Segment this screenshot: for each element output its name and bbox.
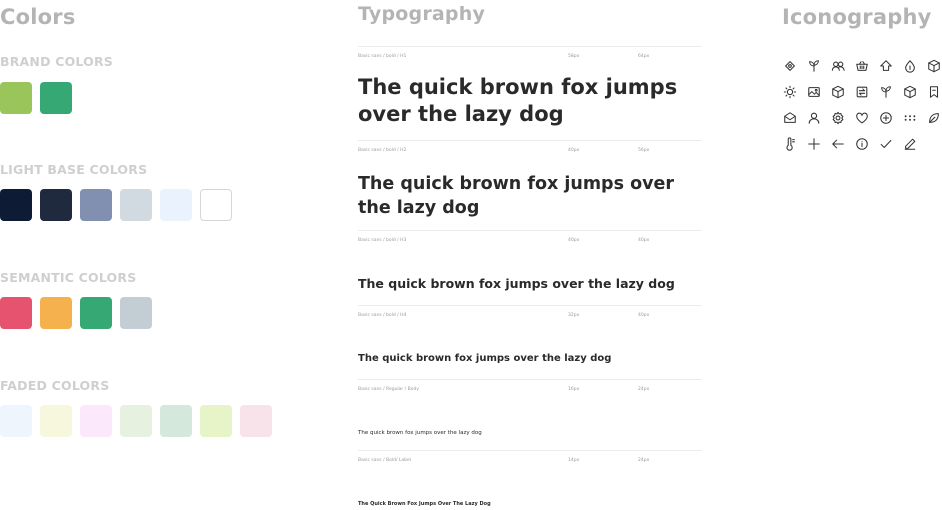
color-swatch bbox=[0, 297, 32, 329]
type-style-body bbox=[358, 379, 702, 436]
info-icon bbox=[854, 136, 870, 152]
style-name: Basic sans / bold / H2 bbox=[358, 148, 407, 153]
style-line-height: 64px bbox=[638, 54, 650, 59]
type-meta bbox=[358, 230, 702, 248]
type-sample-h1: The quick brown fox jumps over the lazy dog bbox=[358, 75, 678, 126]
light-base-colors-label: LIGHT BASE COLORS bbox=[0, 162, 148, 177]
plus-circle-icon bbox=[878, 110, 894, 126]
style-name: Basic sans / bold / H3 bbox=[358, 238, 407, 243]
type-style-h1 bbox=[358, 46, 702, 126]
box-icon bbox=[926, 58, 942, 74]
faded-swatches bbox=[0, 405, 272, 437]
style-line-height: 24px bbox=[638, 387, 650, 392]
type-style-label bbox=[358, 450, 702, 507]
color-swatch bbox=[0, 82, 32, 114]
colors-title: Colors bbox=[0, 5, 76, 29]
style-size: 32px bbox=[568, 313, 580, 318]
color-swatch bbox=[120, 189, 152, 221]
light-base-swatches bbox=[0, 189, 232, 221]
dots-icon bbox=[902, 110, 918, 126]
style-name: Basic sans / Regular / Body bbox=[358, 387, 420, 392]
leaf-icon bbox=[926, 110, 942, 126]
color-swatch bbox=[160, 189, 192, 221]
box-icon bbox=[830, 84, 846, 100]
color-swatch bbox=[0, 189, 32, 221]
typography-title: Typography bbox=[358, 3, 486, 25]
type-sample-label: The Quick Brown Fox Jumps Over The Lazy Dog bbox=[358, 501, 491, 507]
style-size: 40px bbox=[568, 148, 580, 153]
mail-open-icon bbox=[782, 110, 798, 126]
style-line-height: 56px bbox=[638, 148, 650, 153]
style-line-height: 24px bbox=[638, 458, 650, 463]
color-swatch bbox=[120, 405, 152, 437]
heart-icon bbox=[854, 110, 870, 126]
style-name: Basic sans / bold / H1 bbox=[358, 54, 407, 59]
color-swatch bbox=[40, 297, 72, 329]
color-swatch bbox=[40, 82, 72, 114]
box-icon bbox=[902, 84, 918, 100]
color-swatch bbox=[240, 405, 272, 437]
thermometer-icon bbox=[782, 136, 798, 152]
style-name: Basic sans / bold / H4 bbox=[358, 313, 407, 318]
semantic-swatches bbox=[0, 297, 152, 329]
plus-icon bbox=[806, 136, 822, 152]
type-sample-h4: The quick brown fox jumps over the lazy dog bbox=[358, 353, 612, 364]
semantic-colors-label: SEMANTIC COLORS bbox=[0, 270, 137, 285]
image-icon bbox=[806, 84, 822, 100]
color-swatch bbox=[80, 297, 112, 329]
edit-icon bbox=[902, 136, 918, 152]
brand-swatches bbox=[0, 82, 72, 114]
sun-icon bbox=[782, 84, 798, 100]
style-size: 40px bbox=[568, 238, 580, 243]
faded-colors-label: FADED COLORS bbox=[0, 378, 110, 393]
color-swatch bbox=[200, 405, 232, 437]
basket-icon bbox=[854, 58, 870, 74]
drone-icon bbox=[782, 58, 798, 74]
bookmark-icon bbox=[926, 84, 942, 100]
icon-grid bbox=[782, 58, 942, 162]
color-swatch bbox=[200, 189, 232, 221]
type-style-h2 bbox=[358, 140, 702, 218]
style-size: 58px bbox=[568, 54, 580, 59]
color-swatch bbox=[80, 405, 112, 437]
type-sample-h3: The quick brown fox jumps over the lazy dog bbox=[358, 276, 675, 291]
color-swatch bbox=[0, 405, 32, 437]
drop-icon bbox=[902, 58, 918, 74]
color-swatch bbox=[40, 405, 72, 437]
users-icon bbox=[830, 58, 846, 74]
style-size: 16px bbox=[568, 387, 580, 392]
type-sample-body: The quick brown fox jumps over the lazy dog bbox=[358, 430, 482, 436]
type-style-h4 bbox=[358, 305, 702, 364]
upload-arrow-icon bbox=[878, 58, 894, 74]
type-style-h3 bbox=[358, 230, 702, 291]
type-meta bbox=[358, 305, 702, 323]
type-sample-h2: The quick brown fox jumps over the lazy dog bbox=[358, 174, 675, 218]
sprout-icon bbox=[878, 84, 894, 100]
arrow-left-icon bbox=[830, 136, 846, 152]
check-icon bbox=[878, 136, 894, 152]
type-meta bbox=[358, 46, 702, 64]
style-size: 14px bbox=[568, 458, 580, 463]
iconography-title: Iconography bbox=[782, 5, 932, 29]
style-line-height: 40px bbox=[638, 238, 650, 243]
sprout-icon bbox=[806, 58, 822, 74]
type-meta bbox=[358, 450, 702, 468]
color-swatch bbox=[80, 189, 112, 221]
type-meta bbox=[358, 140, 702, 158]
type-meta bbox=[358, 379, 702, 397]
color-swatch bbox=[120, 297, 152, 329]
style-name: Basic sans / Bold/ Label bbox=[358, 458, 412, 463]
color-swatch bbox=[160, 405, 192, 437]
brand-colors-label: BRAND COLORS bbox=[0, 54, 113, 69]
user-icon bbox=[806, 110, 822, 126]
color-swatch bbox=[40, 189, 72, 221]
swap-icon bbox=[854, 84, 870, 100]
style-line-height: 40px bbox=[638, 313, 650, 318]
settings-icon bbox=[830, 110, 846, 126]
